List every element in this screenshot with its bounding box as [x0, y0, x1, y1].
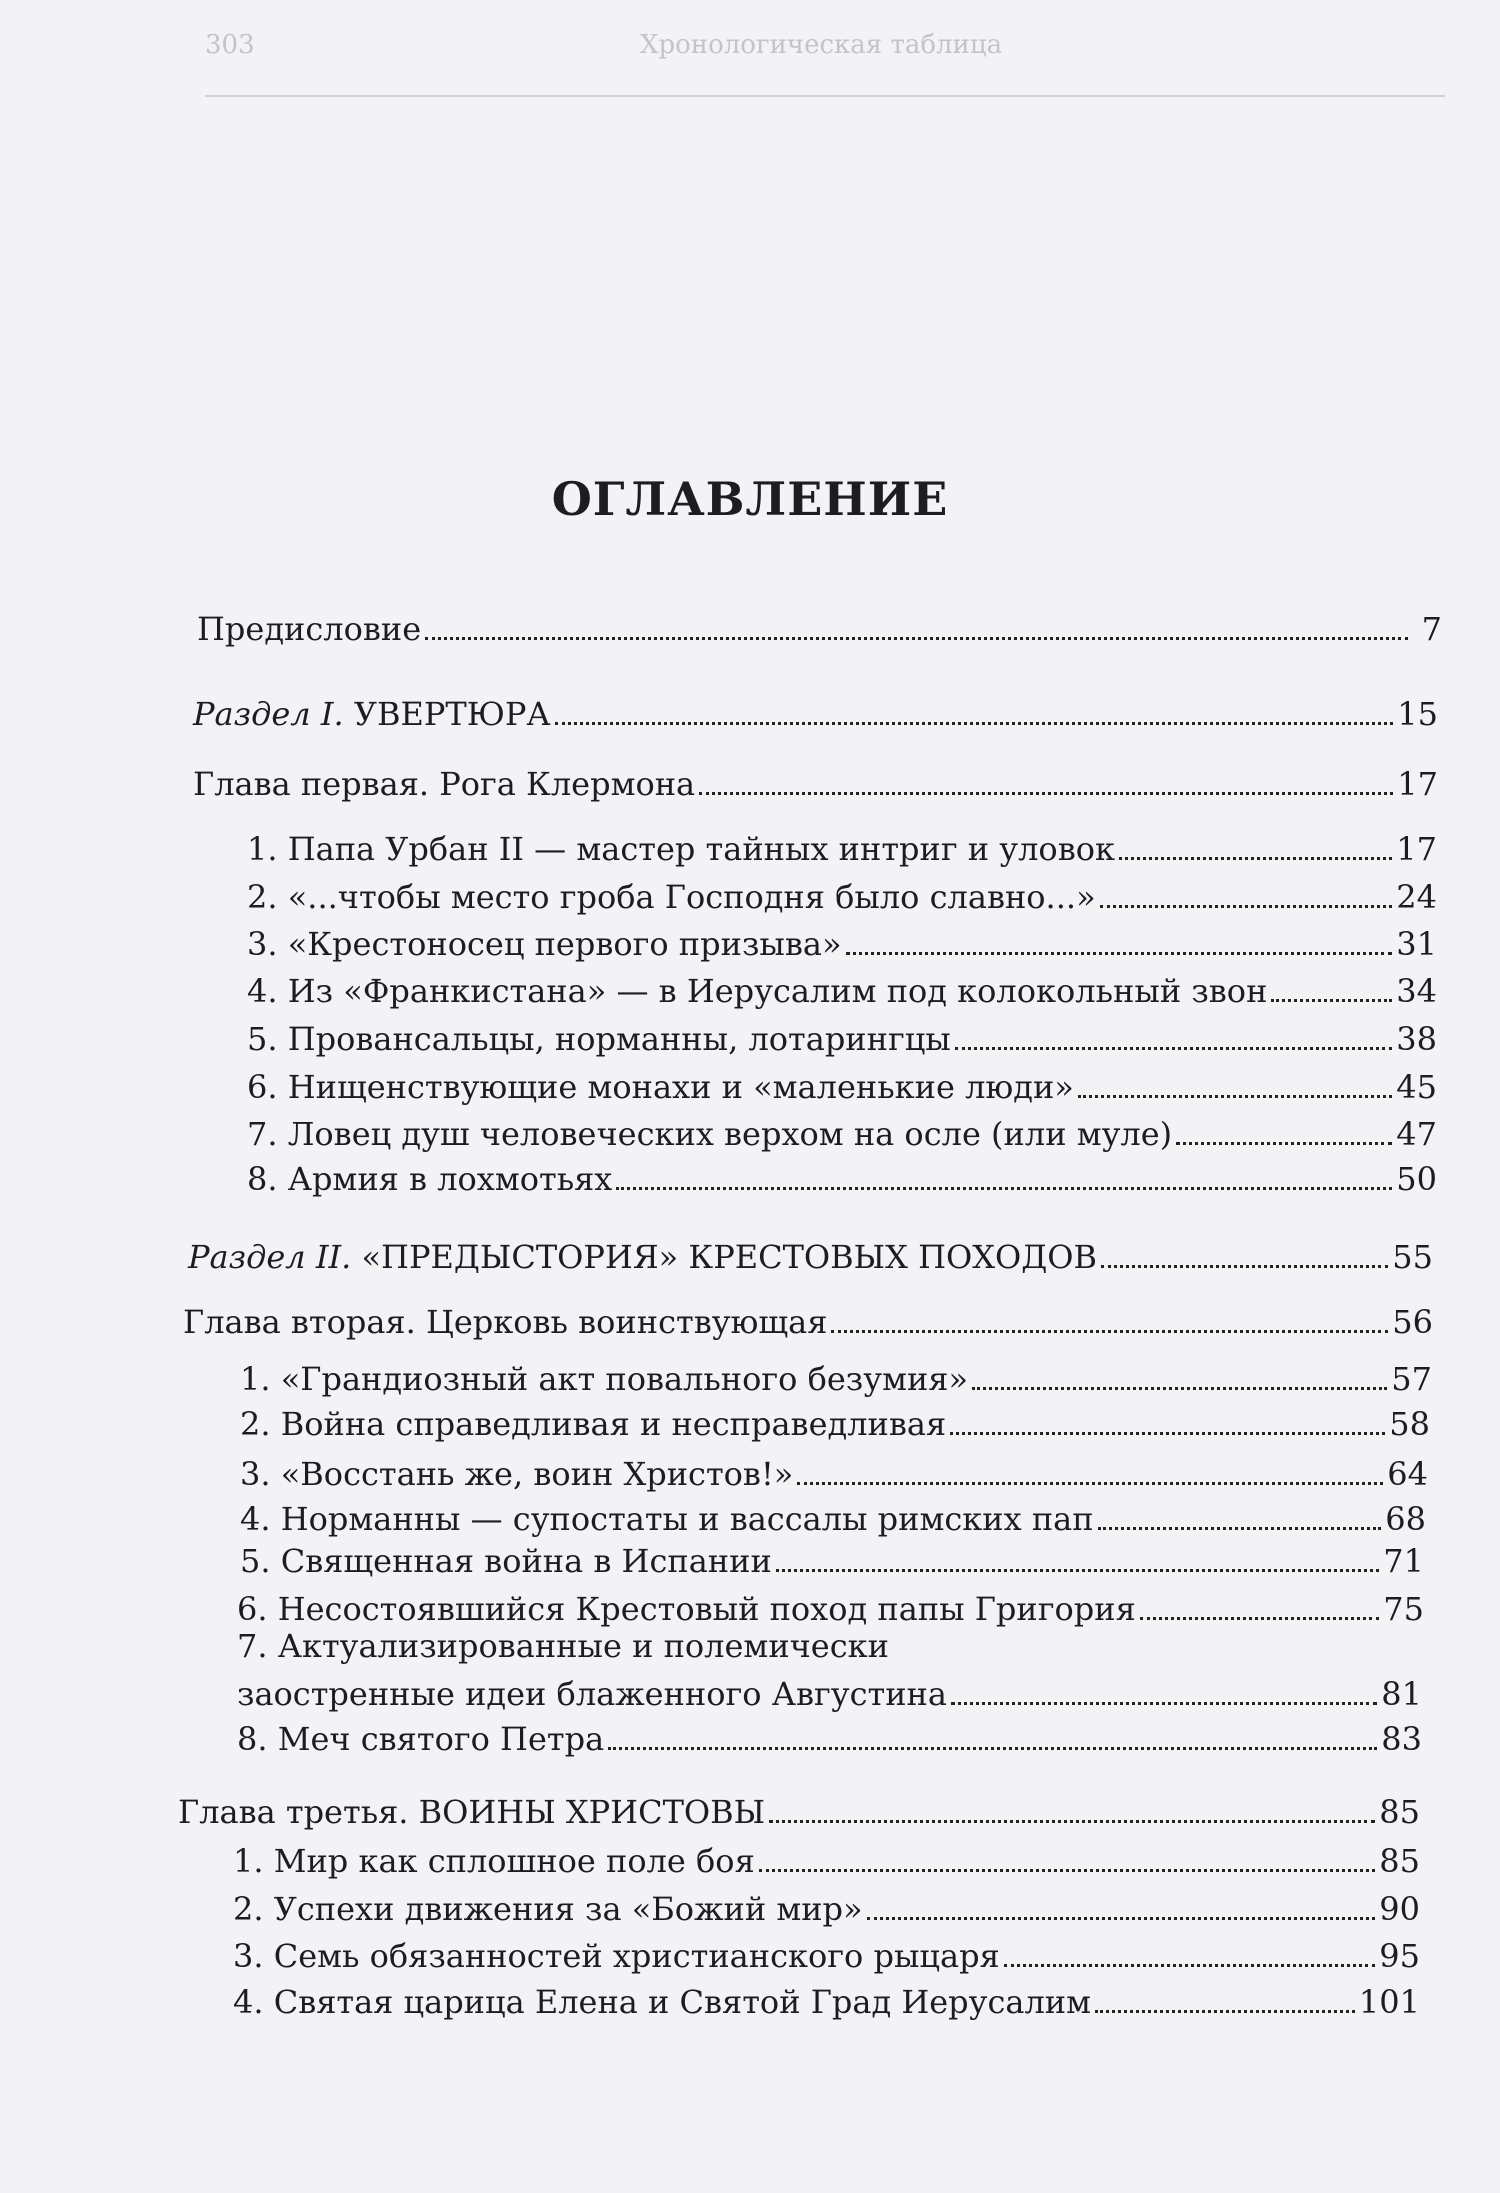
- toc-entry: [240, 1500, 1426, 1538]
- toc-page-number: 24: [1396, 878, 1437, 916]
- toc-entry-chapter-1: [193, 765, 1438, 803]
- toc-entry: [247, 1115, 1437, 1153]
- toc-page-number: 17: [1396, 830, 1437, 868]
- leader-dots: [1078, 1095, 1392, 1098]
- toc-page-number: 64: [1387, 1455, 1428, 1493]
- leader-dots: [1140, 1617, 1380, 1620]
- toc-entry-chapter-3: [178, 1793, 1420, 1831]
- leader-dots: [797, 1482, 1383, 1485]
- toc-entry: [247, 925, 1437, 963]
- bleed-header-title: Хронологическая таблица: [640, 30, 1003, 60]
- leader-dots: [608, 1747, 1377, 1750]
- toc-entry: [240, 1360, 1432, 1398]
- toc-entry-label: заостренные идеи блаженного Августина: [237, 1675, 947, 1713]
- leader-dots: [955, 1047, 1393, 1050]
- toc-entry-label: 3. «Восстань же, воин Христов!»: [240, 1455, 794, 1493]
- toc-page-number: 31: [1396, 925, 1437, 963]
- toc-entry-label: 2. Успехи движения за «Божий мир»: [233, 1890, 863, 1928]
- section-prefix: Раздел II.: [188, 1238, 352, 1276]
- leader-dots: [616, 1187, 1392, 1190]
- toc-page-number: 50: [1396, 1160, 1437, 1198]
- toc-page-number: 57: [1391, 1360, 1432, 1398]
- leader-dots: [1271, 999, 1392, 1002]
- leader-dots: [1095, 2010, 1355, 2013]
- leader-dots: [831, 1330, 1388, 1333]
- toc-entry: [240, 1542, 1424, 1580]
- toc-entry: [233, 1937, 1420, 1975]
- toc-entry-label: 8. Меч святого Петра: [237, 1720, 605, 1758]
- toc-entry-label: 4. Из «Франкистана» — в Иерусалим под колокольный звон: [247, 972, 1268, 1010]
- toc-page-number: 56: [1392, 1303, 1433, 1341]
- toc-page-number: 15: [1397, 695, 1438, 733]
- toc-page-number: 83: [1381, 1720, 1422, 1758]
- toc-entry-label: 3. «Крестоносец первого призыва»: [247, 925, 842, 963]
- leader-dots: [1098, 1527, 1382, 1530]
- leader-dots: [951, 1702, 1377, 1705]
- toc-entry: [247, 1020, 1437, 1058]
- toc-entry-label: 7. Ловец душ человеческих верхом на осле (или муле): [247, 1115, 1173, 1153]
- toc-page-number: 81: [1381, 1675, 1422, 1713]
- toc-page-number: 55: [1392, 1238, 1433, 1276]
- toc-entry-preface: [197, 610, 1442, 648]
- toc-entry: [247, 972, 1437, 1010]
- toc-page-number: 85: [1379, 1842, 1420, 1880]
- leader-dots: [759, 1869, 1376, 1872]
- toc-entry: [240, 1405, 1430, 1443]
- section-title: «ПРЕДЫСТОРИЯ» КРЕСТОВЫХ ПОХОДОВ: [351, 1238, 1098, 1276]
- toc-entry: [247, 878, 1437, 916]
- toc-entry: [240, 1455, 1428, 1493]
- toc-page-number: 38: [1396, 1020, 1437, 1058]
- leader-dots: [555, 722, 1394, 725]
- toc-page-number: 85: [1379, 1793, 1420, 1831]
- toc-entry-label: 6. Несостоявшийся Крестовый поход папы Григория: [237, 1590, 1136, 1628]
- toc-entry-label: 4. Святая царица Елена и Святой Град Иерусалим: [233, 1983, 1092, 2021]
- section-prefix: Раздел I.: [193, 695, 344, 733]
- toc-entry-label: 4. Норманны — супостаты и вассалы римских пап: [240, 1500, 1094, 1538]
- page-title: ОГЛАВЛЕНИЕ: [551, 472, 949, 526]
- header-rule: [205, 95, 1445, 97]
- leader-dots: [867, 1917, 1376, 1920]
- leader-dots: [425, 637, 1408, 640]
- toc-entry: [237, 1720, 1422, 1758]
- leader-dots: [846, 952, 1393, 955]
- toc-page-number: 71: [1383, 1542, 1424, 1580]
- toc-page-number: 58: [1389, 1405, 1430, 1443]
- toc-entry: [237, 1590, 1424, 1628]
- toc-entry-label: [188, 1238, 1097, 1276]
- toc-entry-label: 5. Священная война в Испании: [240, 1542, 772, 1580]
- toc-page-number: 68: [1385, 1500, 1426, 1538]
- toc-page-number: 7: [1421, 610, 1442, 648]
- toc-entry-label: Глава первая. Рога Клермона: [193, 765, 696, 803]
- toc-page-number: 34: [1396, 972, 1437, 1010]
- toc-entry-label: 1. Папа Урбан II — мастер тайных интриг и уловок: [247, 830, 1115, 868]
- toc-entry-label: [193, 695, 551, 733]
- toc-entry-label: 3. Семь обязанностей христианского рыцаря: [233, 1937, 1000, 1975]
- toc-entry-section-1: [193, 695, 1438, 733]
- toc-page-number: 45: [1396, 1068, 1437, 1106]
- leader-dots: [972, 1387, 1387, 1390]
- toc-entry-label: 1. Мир как сплошное поле боя: [233, 1842, 755, 1880]
- toc-entry: [247, 830, 1437, 868]
- toc-page-number: 95: [1379, 1937, 1420, 1975]
- leader-dots: [699, 792, 1393, 795]
- toc-page-number: 90: [1379, 1890, 1420, 1928]
- toc-entry-label: Предисловие: [197, 610, 422, 648]
- leader-dots: [950, 1432, 1385, 1435]
- toc-entry-section-2: [188, 1238, 1433, 1276]
- leader-dots: [1176, 1142, 1392, 1145]
- toc-page-number: 75: [1383, 1590, 1424, 1628]
- toc-entry-label: 6. Нищенствующие монахи и «маленькие люди»: [247, 1068, 1074, 1106]
- toc-entry-label: Глава вторая. Церковь воинствующая: [183, 1303, 828, 1341]
- leader-dots: [776, 1569, 1380, 1572]
- toc-entry-label: Глава третья. ВОИНЫ ХРИСТОВЫ: [178, 1793, 766, 1831]
- leader-dots: [1101, 1265, 1388, 1268]
- toc-entry-label: 8. Армия в лохмотьях: [247, 1160, 613, 1198]
- toc-entry: [247, 1068, 1437, 1106]
- toc-page-number: 17: [1397, 765, 1438, 803]
- toc-entry: [247, 1160, 1437, 1198]
- leader-dots: [769, 1820, 1375, 1823]
- toc-entry-label: 2. Война справедливая и несправедливая: [240, 1405, 947, 1443]
- toc-page-number: 47: [1396, 1115, 1437, 1153]
- toc-entry: [237, 1675, 1422, 1713]
- bleed-header-number: 303: [205, 30, 255, 60]
- toc-entry-chapter-2: [183, 1303, 1433, 1341]
- section-title: УВЕРТЮРА: [343, 695, 551, 733]
- toc-entry-label: 1. «Грандиозный акт повального безумия»: [240, 1360, 969, 1398]
- toc-entry: [233, 1983, 1420, 2021]
- leader-dots: [1119, 857, 1392, 860]
- toc-entry-first-line: 7. Актуализированные и полемически: [237, 1627, 889, 1665]
- toc-entry-label: 5. Провансальцы, норманны, лотарингцы: [247, 1020, 951, 1058]
- toc-page-number: 101: [1358, 1983, 1420, 2021]
- leader-dots: [1100, 905, 1393, 908]
- toc-entry-label: 2. «...чтобы место гроба Господня было славно...»: [247, 878, 1096, 916]
- leader-dots: [1004, 1964, 1376, 1967]
- toc-entry: [233, 1842, 1420, 1880]
- toc-entry: [233, 1890, 1420, 1928]
